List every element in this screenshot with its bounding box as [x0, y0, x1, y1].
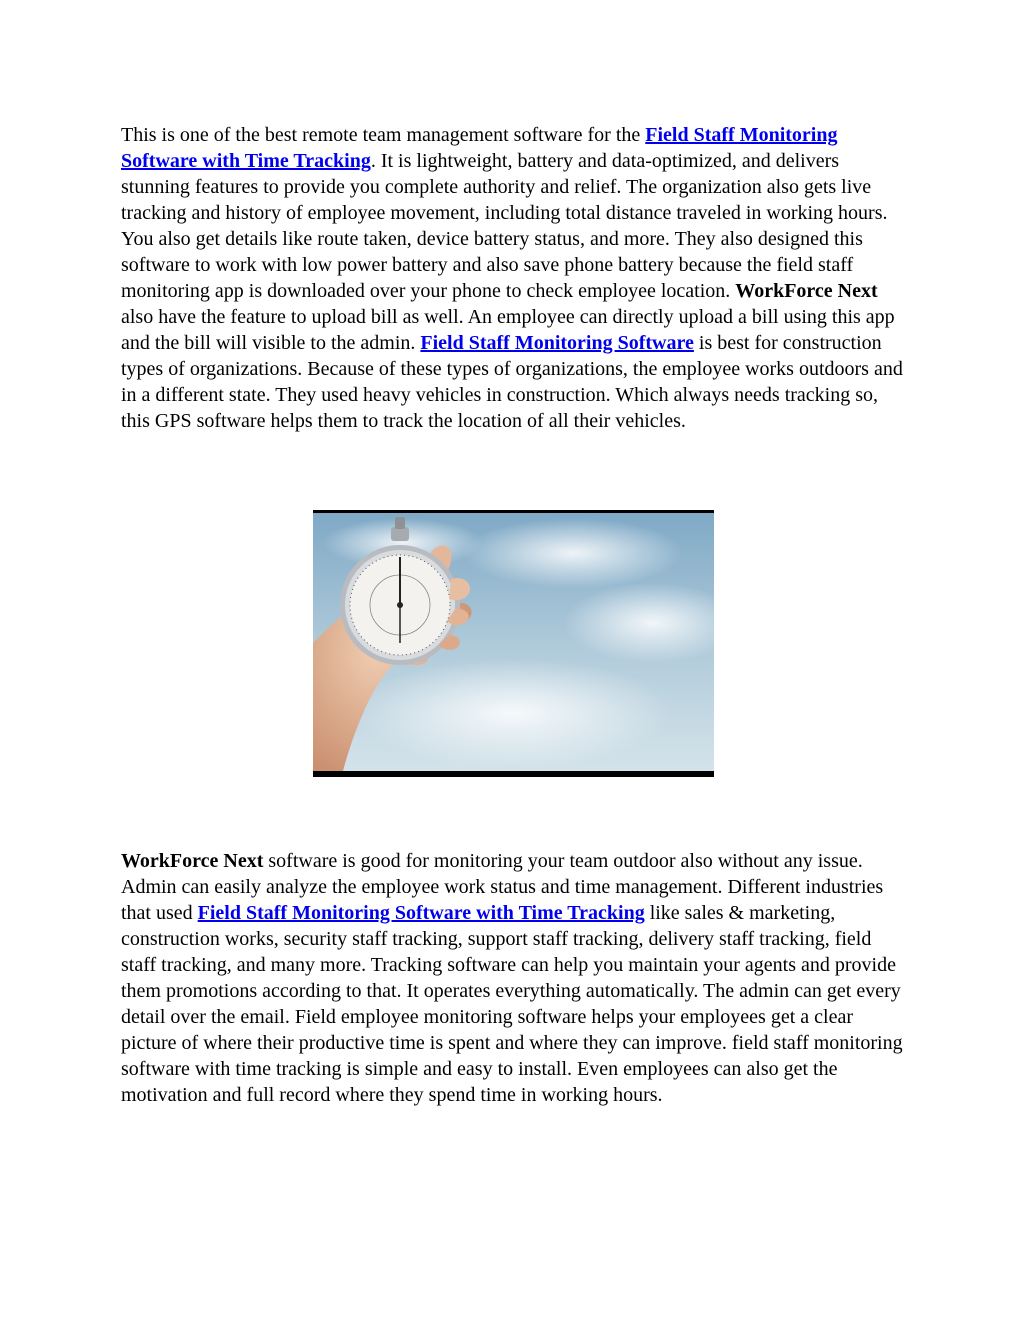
brand-name: WorkForce Next: [121, 850, 264, 872]
paragraph-intro-text-4: is best for construction types of organizations. Because of these types of organizations, the employee works outdoors and in a different state. They used heavy vehicles in construction. Which always needs tracking so, this GPS software helps them to track the location of all their vehicles.: [121, 332, 903, 432]
paragraph-intro-text-2: . It is lightweight, battery and data-optimized, and delivers stunning features to provide you complete authority and relief. The organization also gets live tracking and history of employee movement, including total distance traveled in working hours. You also get details like route taken, device battery status, and more. They also designed this software to work with low power battery and also save phone battery because the field staff monitoring app is downloaded over your phone to check employee location.: [121, 150, 888, 302]
paragraph-industries: [121, 848, 911, 1108]
paragraph-intro-text-3: also have the feature to upload bill as well. An employee can directly upload a bill using this app and the bill will visible to the admin.: [121, 306, 895, 354]
link-field-staff-monitoring[interactable]: Field Staff Monitoring Software: [420, 332, 694, 354]
link-field-staff-time-tracking[interactable]: Field Staff Monitoring Software with Time Tracking: [197, 902, 645, 924]
stopwatch-image: [313, 510, 714, 777]
paragraph-industries-text-1: software is good for monitoring your team outdoor also without any issue. Admin can easily analyze the employee work status and time management. Different industries that used: [121, 850, 884, 924]
brand-name: WorkForce Next: [735, 280, 878, 302]
paragraph-intro-text-1: This is one of the best remote team management software for the: [121, 124, 646, 146]
stopwatch-in-hand-illustration: [313, 513, 714, 771]
paragraph-intro: [121, 122, 911, 434]
link-field-staff-time-tracking[interactable]: Field Staff Monitoring Software with Time Tracking: [121, 124, 838, 172]
paragraph-industries-text-2: like sales & marketing, construction works, security staff tracking, support staff tracking, delivery staff tracking, field staff tracking, and many more. Tracking software can help you maintain your agents and provide them promotions according to that. It operates everything automatically. The admin can get every detail over the email. Field employee monitoring software helps your employees get a clear picture of where their productive time is spent and where they can improve. field staff monitoring software with time tracking is simple and easy to install. Even employees can also get the motivation and full record where they spend time in working hours.: [121, 902, 903, 1106]
